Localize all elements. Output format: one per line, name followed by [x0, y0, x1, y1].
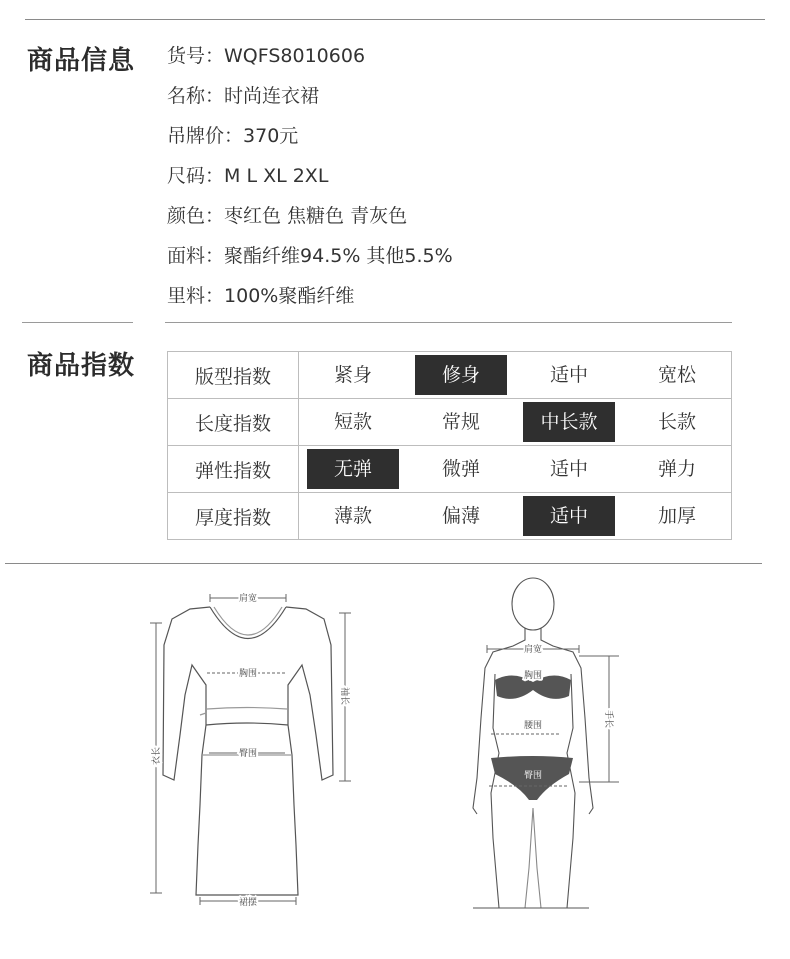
index-option: 偏薄 [441, 505, 480, 527]
index-option: 弹力 [657, 458, 696, 480]
dress-hip-label: 臀围 [238, 749, 258, 759]
body-measurement-diagram [465, 578, 635, 918]
index-option: 长款 [657, 411, 696, 433]
body-hip-label: 臀围 [523, 771, 543, 781]
index-option-cell [623, 399, 732, 446]
info-label: 吊牌价： [167, 125, 244, 147]
info-row-lining [167, 278, 453, 318]
body-chest-label: 胸围 [523, 671, 543, 681]
index-row-label: 长度指数 [168, 399, 299, 446]
info-row-fabric [167, 238, 453, 278]
info-label: 颜色： [167, 205, 225, 227]
index-option: 适中 [549, 364, 588, 386]
index-option-cell [515, 446, 623, 493]
dress-shoulder-label: 肩宽 [238, 594, 258, 604]
index-row [168, 352, 732, 399]
index-row-label: 弹性指数 [168, 446, 299, 493]
index-option-selected: 中长款 [523, 402, 615, 442]
index-option-cell [407, 446, 515, 493]
info-value: 聚酯纤维94.5% 其他5.5% [224, 245, 453, 267]
dress-sleeve-label: 袖长 [339, 686, 349, 706]
product-info-title: 商品信息 [27, 46, 136, 76]
index-option: 适中 [549, 458, 588, 480]
body-waist-label: 腰围 [523, 721, 543, 731]
index-option-selected: 无弹 [307, 449, 399, 489]
info-label: 面料： [167, 245, 225, 267]
info-label: 里料： [167, 285, 225, 307]
index-option-selected: 修身 [415, 355, 507, 395]
info-value: 370元 [243, 125, 299, 147]
index-option: 薄款 [334, 505, 373, 527]
index-option-cell [407, 352, 515, 399]
index-option: 宽松 [657, 364, 696, 386]
index-option: 常规 [441, 411, 480, 433]
index-option-cell [623, 352, 732, 399]
index-option-cell [623, 446, 732, 493]
info-label: 尺码： [167, 165, 225, 187]
index-option-cell [623, 493, 732, 540]
index-option-selected: 适中 [523, 496, 615, 536]
product-index-table [167, 351, 732, 540]
index-row-label: 版型指数 [168, 352, 299, 399]
dress-chest-label: 胸围 [238, 669, 258, 679]
index-option-cell [407, 399, 515, 446]
info-value: 枣红色 焦糖色 青灰色 [224, 205, 408, 227]
title-divider [22, 322, 133, 323]
info-row-name [167, 78, 453, 118]
body-arm-label: 手长 [603, 709, 613, 729]
index-option: 短款 [334, 411, 373, 433]
index-option-cell [515, 493, 623, 540]
info-value: 时尚连衣裙 [224, 85, 320, 107]
bottom-divider [5, 563, 762, 564]
dress-length-label: 衣长 [152, 746, 162, 766]
index-row [168, 493, 732, 540]
info-row-price [167, 118, 453, 158]
info-divider [165, 322, 732, 323]
dress-measurement-diagram [130, 585, 370, 915]
info-value: M L XL 2XL [224, 165, 329, 187]
index-row-label: 厚度指数 [168, 493, 299, 540]
index-option-cell [299, 446, 408, 493]
index-option: 微弹 [441, 458, 480, 480]
index-option-cell [299, 352, 408, 399]
info-row-sku [167, 38, 453, 78]
index-option-cell [407, 493, 515, 540]
index-row [168, 399, 732, 446]
index-option-cell [299, 399, 408, 446]
index-option: 加厚 [657, 505, 696, 527]
index-option-cell [515, 352, 623, 399]
info-row-size [167, 158, 453, 198]
top-divider [25, 19, 765, 20]
index-option: 紧身 [334, 364, 373, 386]
info-value: WQFS8010606 [224, 45, 366, 67]
info-label: 名称： [167, 85, 225, 107]
body-shoulder-label: 肩宽 [523, 645, 543, 655]
index-option-cell [515, 399, 623, 446]
index-option-cell [299, 493, 408, 540]
info-value: 100%聚酯纤维 [224, 285, 355, 307]
dress-hem-label: 裙摆 [238, 898, 258, 908]
product-index-title: 商品指数 [27, 351, 136, 381]
info-label: 货号： [167, 45, 225, 67]
product-info-list [167, 38, 453, 318]
index-row [168, 446, 732, 493]
info-row-color [167, 198, 453, 238]
